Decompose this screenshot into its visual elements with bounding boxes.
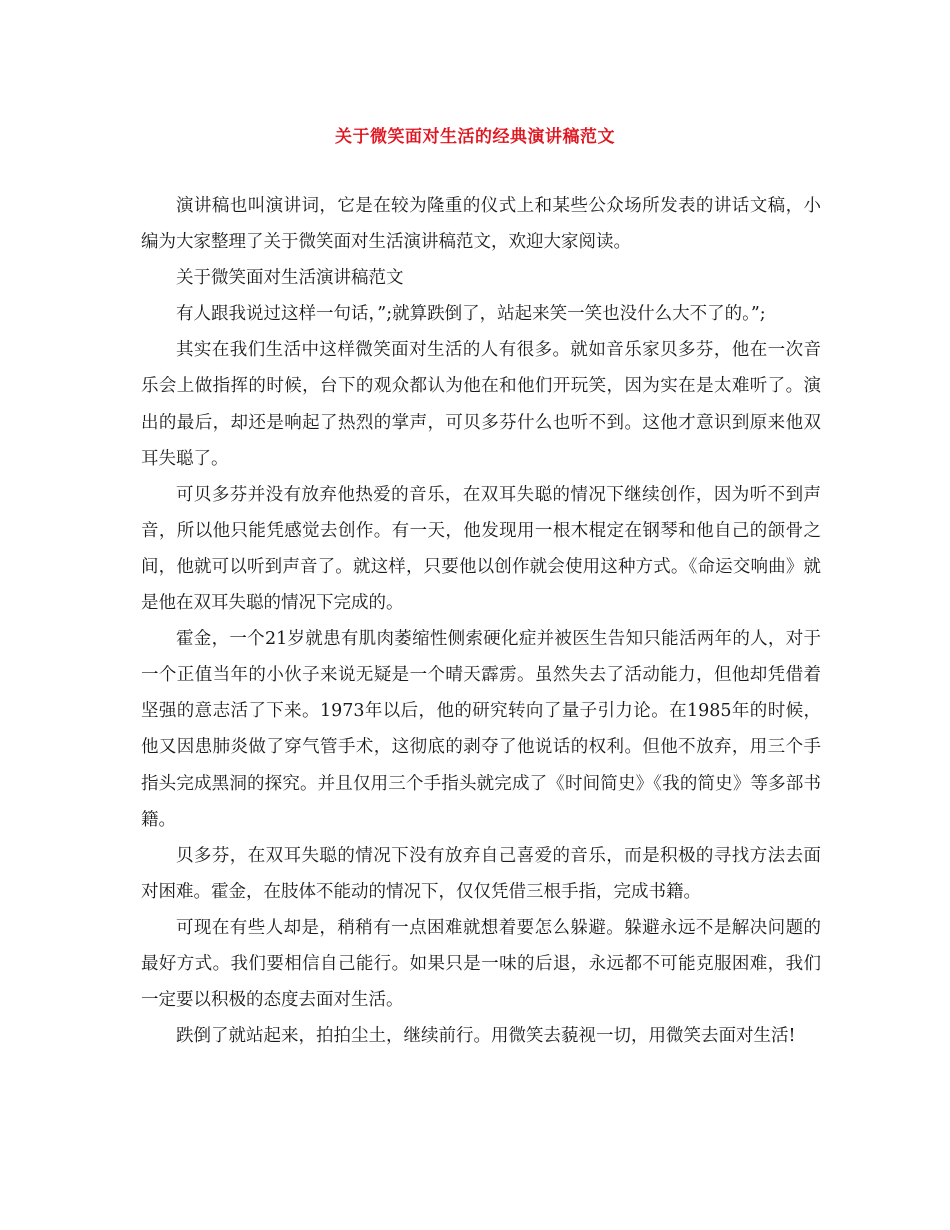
paragraph-beethoven-1: 其实在我们生活中这样微笑面对生活的人有很多。就如音乐家贝多芬，他在一次音乐会上做指挥的时候，台下的观众都认为他在和他们开玩笑，因为实在是太难听了。演出的最后，却还是响起了热烈的掌声，可贝多芬什么也听不到。这他才意识到原来他双耳失聪了。 <box>141 340 821 469</box>
paragraph-conclusion: 跌倒了就站起来，拍拍尘土，继续前行。用微笑去藐视一切，用微笑去面对生活! <box>176 1026 796 1047</box>
paragraph-intro: 演讲稿也叫演讲词，它是在较为隆重的仪式上和某些公众场所发表的讲话文稿，小编为大家整理了关于微笑面对生活演讲稿范文，欢迎大家阅读。 <box>141 196 821 253</box>
paragraph-subtitle: 关于微笑面对生活演讲稿范文 <box>176 268 404 289</box>
paragraph-beethoven-2: 可贝多芬并没有放弃他热爱的音乐，在双耳失聪的情况下继续创作，因为听不到声音，所以他只能凭感觉去创作。有一天，他发现用一根木棍定在钢琴和他自己的颌骨之间，他就可以听到声音了。就这样，只要他以创作就会使用这种方式。《命运交响曲》就是他在双耳失聪的情况下完成的。 <box>141 484 821 614</box>
paragraph-summary: 贝多芬，在双耳失聪的情况下没有放弃自己喜爱的音乐，而是积极的寻找方法去面对困难。霍金，在肢体不能动的情况下，仅仅凭借三根手指，完成书籍。 <box>141 845 821 902</box>
document-title: 关于微笑面对生活的经典演讲稿范文 <box>335 127 615 147</box>
paragraph-quote: 有人跟我说过这样一句话，”;就算跌倒了，站起来笑一笑也没什么大不了的。”; <box>176 304 766 325</box>
paragraph-avoidance: 可现在有些人却是，稍稍有一点困难就想着要怎么躲避。躲避永远不是解决问题的最好方式。我们要相信自己能行。如果只是一味的后退，永远都不可能克服困难，我们一定要以积极的态度去面对生活。 <box>141 917 821 1011</box>
document-body <box>141 188 821 1054</box>
paragraph-hawking: 霍金，一个21岁就患有肌肉萎缩性侧索硬化症并被医生告知只能活两年的人，对于一个正值当年的小伙子来说无疑是一个晴天霹雳。虽然失去了活动能力，但他却凭借着坚强的意志活了下来。1973年以后，他的研究转向了量子引力论。在1985年的时候，他又因患肺炎做了穿气管手术，这彻底的剥夺了他说话的权利。但他不放弃，用三个手指头完成黑洞的探究。并且仅用三个手指头就完成了《时间简史》《我的简史》等多部书籍。 <box>141 629 821 830</box>
